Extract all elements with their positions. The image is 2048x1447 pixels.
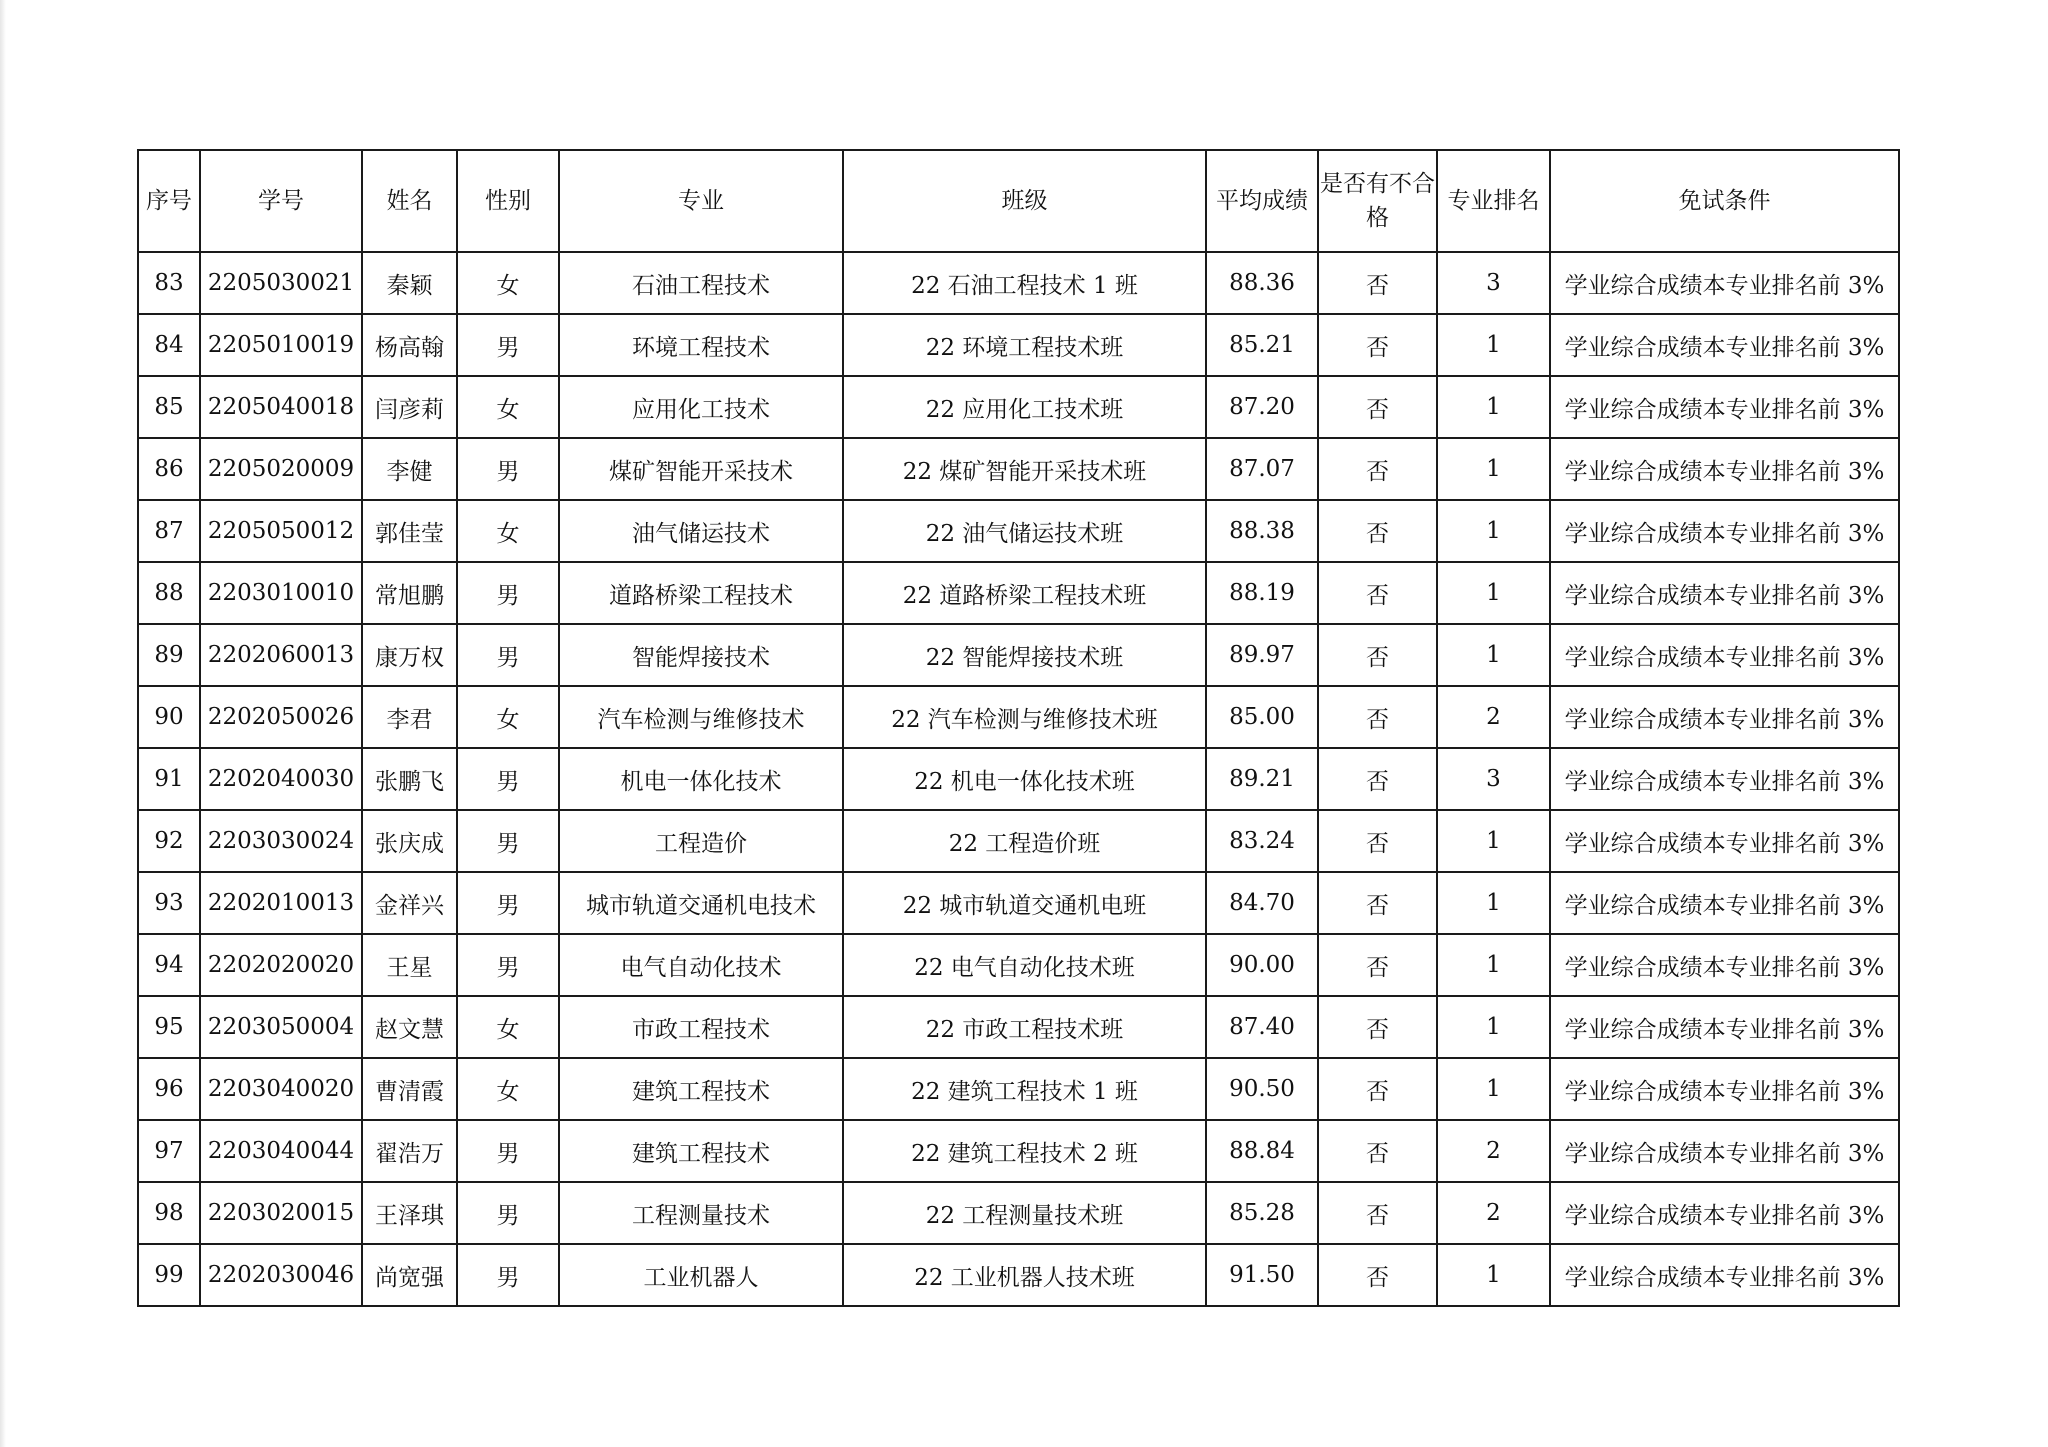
cell-rank: 1 <box>1437 934 1550 996</box>
cell-index: 83 <box>138 252 200 314</box>
table-row <box>138 1058 1899 1120</box>
cell-failed: 否 <box>1318 438 1437 500</box>
cell-class: 22 智能焊接技术班 <box>843 624 1206 686</box>
cell-major: 汽车检测与维修技术 <box>559 686 843 748</box>
cell-name: 翟浩万 <box>362 1120 457 1182</box>
cell-avg-score: 89.21 <box>1206 748 1318 810</box>
cell-failed: 否 <box>1318 500 1437 562</box>
cell-student-id: 2205020009 <box>200 438 362 500</box>
cell-major: 道路桥梁工程技术 <box>559 562 843 624</box>
cell-major: 工程造价 <box>559 810 843 872</box>
cell-class: 22 电气自动化技术班 <box>843 934 1206 996</box>
cell-name: 康万权 <box>362 624 457 686</box>
cell-gender: 女 <box>457 252 559 314</box>
header-avg-score: 平均成绩 <box>1206 150 1318 252</box>
cell-class: 22 市政工程技术班 <box>843 996 1206 1058</box>
cell-condition: 学业综合成绩本专业排名前 3% <box>1550 252 1899 314</box>
cell-gender: 男 <box>457 562 559 624</box>
cell-class: 22 石油工程技术 1 班 <box>843 252 1206 314</box>
cell-name: 王星 <box>362 934 457 996</box>
cell-name: 杨高翰 <box>362 314 457 376</box>
table-row <box>138 1244 1899 1306</box>
cell-name: 常旭鹏 <box>362 562 457 624</box>
cell-rank: 1 <box>1437 500 1550 562</box>
cell-name: 秦颖 <box>362 252 457 314</box>
cell-condition: 学业综合成绩本专业排名前 3% <box>1550 1244 1899 1306</box>
cell-index: 95 <box>138 996 200 1058</box>
cell-condition: 学业综合成绩本专业排名前 3% <box>1550 314 1899 376</box>
cell-condition: 学业综合成绩本专业排名前 3% <box>1550 996 1899 1058</box>
cell-condition: 学业综合成绩本专业排名前 3% <box>1550 500 1899 562</box>
header-index: 序号 <box>138 150 200 252</box>
cell-condition: 学业综合成绩本专业排名前 3% <box>1550 1058 1899 1120</box>
cell-student-id: 2202040030 <box>200 748 362 810</box>
cell-student-id: 2202020020 <box>200 934 362 996</box>
header-condition: 免试条件 <box>1550 150 1899 252</box>
cell-name: 闫彦莉 <box>362 376 457 438</box>
cell-gender: 女 <box>457 686 559 748</box>
cell-avg-score: 90.50 <box>1206 1058 1318 1120</box>
table-row <box>138 438 1899 500</box>
cell-gender: 女 <box>457 996 559 1058</box>
cell-failed: 否 <box>1318 624 1437 686</box>
cell-avg-score: 90.00 <box>1206 934 1318 996</box>
table-row <box>138 376 1899 438</box>
cell-index: 99 <box>138 1244 200 1306</box>
cell-rank: 2 <box>1437 1120 1550 1182</box>
cell-student-id: 2205040018 <box>200 376 362 438</box>
cell-condition: 学业综合成绩本专业排名前 3% <box>1550 872 1899 934</box>
cell-index: 92 <box>138 810 200 872</box>
cell-rank: 1 <box>1437 438 1550 500</box>
cell-rank: 1 <box>1437 376 1550 438</box>
cell-class: 22 机电一体化技术班 <box>843 748 1206 810</box>
cell-condition: 学业综合成绩本专业排名前 3% <box>1550 810 1899 872</box>
cell-failed: 否 <box>1318 1244 1437 1306</box>
cell-class: 22 汽车检测与维修技术班 <box>843 686 1206 748</box>
header-student-id: 学号 <box>200 150 362 252</box>
header-gender: 性别 <box>457 150 559 252</box>
cell-name: 金祥兴 <box>362 872 457 934</box>
cell-index: 96 <box>138 1058 200 1120</box>
cell-avg-score: 84.70 <box>1206 872 1318 934</box>
cell-gender: 女 <box>457 500 559 562</box>
cell-major: 石油工程技术 <box>559 252 843 314</box>
cell-condition: 学业综合成绩本专业排名前 3% <box>1550 624 1899 686</box>
cell-student-id: 2202030046 <box>200 1244 362 1306</box>
table-row <box>138 1182 1899 1244</box>
cell-rank: 1 <box>1437 810 1550 872</box>
cell-student-id: 2205050012 <box>200 500 362 562</box>
cell-failed: 否 <box>1318 934 1437 996</box>
cell-name: 李健 <box>362 438 457 500</box>
cell-avg-score: 87.07 <box>1206 438 1318 500</box>
cell-condition: 学业综合成绩本专业排名前 3% <box>1550 376 1899 438</box>
cell-avg-score: 83.24 <box>1206 810 1318 872</box>
table-row <box>138 252 1899 314</box>
cell-student-id: 2203010010 <box>200 562 362 624</box>
header-row <box>138 150 1899 252</box>
cell-major: 建筑工程技术 <box>559 1120 843 1182</box>
cell-gender: 男 <box>457 438 559 500</box>
cell-avg-score: 87.40 <box>1206 996 1318 1058</box>
cell-gender: 女 <box>457 1058 559 1120</box>
table-row <box>138 500 1899 562</box>
table-row <box>138 624 1899 686</box>
cell-gender: 男 <box>457 1182 559 1244</box>
cell-index: 89 <box>138 624 200 686</box>
cell-failed: 否 <box>1318 252 1437 314</box>
table-row <box>138 748 1899 810</box>
cell-condition: 学业综合成绩本专业排名前 3% <box>1550 1182 1899 1244</box>
cell-class: 22 城市轨道交通机电班 <box>843 872 1206 934</box>
cell-major: 城市轨道交通机电技术 <box>559 872 843 934</box>
table-body <box>138 252 1899 1306</box>
cell-gender: 男 <box>457 314 559 376</box>
cell-failed: 否 <box>1318 686 1437 748</box>
cell-rank: 2 <box>1437 686 1550 748</box>
cell-major: 建筑工程技术 <box>559 1058 843 1120</box>
cell-failed: 否 <box>1318 996 1437 1058</box>
cell-class: 22 油气储运技术班 <box>843 500 1206 562</box>
cell-major: 工程测量技术 <box>559 1182 843 1244</box>
cell-condition: 学业综合成绩本专业排名前 3% <box>1550 686 1899 748</box>
cell-rank: 1 <box>1437 996 1550 1058</box>
cell-major: 油气储运技术 <box>559 500 843 562</box>
scan-edge-shadow <box>0 0 6 1447</box>
cell-condition: 学业综合成绩本专业排名前 3% <box>1550 562 1899 624</box>
cell-class: 22 工程造价班 <box>843 810 1206 872</box>
cell-gender: 男 <box>457 934 559 996</box>
cell-gender: 男 <box>457 624 559 686</box>
table-row <box>138 562 1899 624</box>
cell-avg-score: 85.28 <box>1206 1182 1318 1244</box>
cell-index: 86 <box>138 438 200 500</box>
cell-student-id: 2202010013 <box>200 872 362 934</box>
cell-avg-score: 91.50 <box>1206 1244 1318 1306</box>
cell-student-id: 2203040020 <box>200 1058 362 1120</box>
cell-avg-score: 88.38 <box>1206 500 1318 562</box>
cell-gender: 男 <box>457 748 559 810</box>
cell-student-id: 2203020015 <box>200 1182 362 1244</box>
cell-failed: 否 <box>1318 376 1437 438</box>
cell-rank: 1 <box>1437 1058 1550 1120</box>
cell-name: 王泽琪 <box>362 1182 457 1244</box>
cell-rank: 1 <box>1437 624 1550 686</box>
cell-avg-score: 89.97 <box>1206 624 1318 686</box>
cell-major: 煤矿智能开采技术 <box>559 438 843 500</box>
cell-index: 84 <box>138 314 200 376</box>
cell-name: 赵文慧 <box>362 996 457 1058</box>
cell-name: 郭佳莹 <box>362 500 457 562</box>
cell-avg-score: 88.19 <box>1206 562 1318 624</box>
cell-gender: 男 <box>457 872 559 934</box>
cell-major: 工业机器人 <box>559 1244 843 1306</box>
cell-failed: 否 <box>1318 810 1437 872</box>
cell-gender: 男 <box>457 1120 559 1182</box>
cell-class: 22 环境工程技术班 <box>843 314 1206 376</box>
cell-gender: 男 <box>457 810 559 872</box>
cell-index: 93 <box>138 872 200 934</box>
table-row <box>138 314 1899 376</box>
cell-avg-score: 87.20 <box>1206 376 1318 438</box>
header-rank: 专业排名 <box>1437 150 1550 252</box>
cell-student-id: 2203040044 <box>200 1120 362 1182</box>
cell-name: 尚宽强 <box>362 1244 457 1306</box>
cell-failed: 否 <box>1318 1182 1437 1244</box>
cell-name: 张庆成 <box>362 810 457 872</box>
cell-index: 91 <box>138 748 200 810</box>
cell-major: 电气自动化技术 <box>559 934 843 996</box>
cell-condition: 学业综合成绩本专业排名前 3% <box>1550 748 1899 810</box>
table-row <box>138 686 1899 748</box>
header-major: 专业 <box>559 150 843 252</box>
cell-index: 88 <box>138 562 200 624</box>
cell-major: 机电一体化技术 <box>559 748 843 810</box>
cell-class: 22 建筑工程技术 1 班 <box>843 1058 1206 1120</box>
cell-student-id: 2202060013 <box>200 624 362 686</box>
cell-major: 智能焊接技术 <box>559 624 843 686</box>
cell-failed: 否 <box>1318 1058 1437 1120</box>
cell-class: 22 工业机器人技术班 <box>843 1244 1206 1306</box>
cell-avg-score: 88.84 <box>1206 1120 1318 1182</box>
table-row <box>138 934 1899 996</box>
cell-rank: 2 <box>1437 1182 1550 1244</box>
cell-student-id: 2205030021 <box>200 252 362 314</box>
cell-class: 22 建筑工程技术 2 班 <box>843 1120 1206 1182</box>
cell-failed: 否 <box>1318 562 1437 624</box>
header-name: 姓名 <box>362 150 457 252</box>
cell-rank: 1 <box>1437 1244 1550 1306</box>
cell-avg-score: 88.36 <box>1206 252 1318 314</box>
cell-failed: 否 <box>1318 748 1437 810</box>
cell-index: 97 <box>138 1120 200 1182</box>
cell-failed: 否 <box>1318 1120 1437 1182</box>
cell-failed: 否 <box>1318 872 1437 934</box>
cell-condition: 学业综合成绩本专业排名前 3% <box>1550 1120 1899 1182</box>
cell-class: 22 道路桥梁工程技术班 <box>843 562 1206 624</box>
cell-rank: 1 <box>1437 872 1550 934</box>
header-failed: 是否有不合格 <box>1318 150 1437 252</box>
cell-gender: 女 <box>457 376 559 438</box>
cell-avg-score: 85.00 <box>1206 686 1318 748</box>
cell-failed: 否 <box>1318 314 1437 376</box>
exemption-list-table <box>137 149 1900 1307</box>
cell-condition: 学业综合成绩本专业排名前 3% <box>1550 934 1899 996</box>
table-row <box>138 810 1899 872</box>
cell-student-id: 2202050026 <box>200 686 362 748</box>
table-row <box>138 996 1899 1058</box>
cell-student-id: 2205010019 <box>200 314 362 376</box>
cell-name: 曹清霞 <box>362 1058 457 1120</box>
cell-index: 85 <box>138 376 200 438</box>
cell-rank: 3 <box>1437 252 1550 314</box>
header-class: 班级 <box>843 150 1206 252</box>
cell-gender: 男 <box>457 1244 559 1306</box>
cell-rank: 1 <box>1437 314 1550 376</box>
cell-index: 94 <box>138 934 200 996</box>
cell-index: 87 <box>138 500 200 562</box>
cell-major: 应用化工技术 <box>559 376 843 438</box>
cell-rank: 3 <box>1437 748 1550 810</box>
cell-student-id: 2203030024 <box>200 810 362 872</box>
cell-index: 98 <box>138 1182 200 1244</box>
cell-class: 22 工程测量技术班 <box>843 1182 1206 1244</box>
cell-condition: 学业综合成绩本专业排名前 3% <box>1550 438 1899 500</box>
cell-major: 环境工程技术 <box>559 314 843 376</box>
cell-name: 李君 <box>362 686 457 748</box>
cell-class: 22 煤矿智能开采技术班 <box>843 438 1206 500</box>
table-row <box>138 1120 1899 1182</box>
cell-student-id: 2203050004 <box>200 996 362 1058</box>
cell-name: 张鹏飞 <box>362 748 457 810</box>
cell-avg-score: 85.21 <box>1206 314 1318 376</box>
cell-index: 90 <box>138 686 200 748</box>
cell-class: 22 应用化工技术班 <box>843 376 1206 438</box>
cell-major: 市政工程技术 <box>559 996 843 1058</box>
cell-rank: 1 <box>1437 562 1550 624</box>
table-row <box>138 872 1899 934</box>
